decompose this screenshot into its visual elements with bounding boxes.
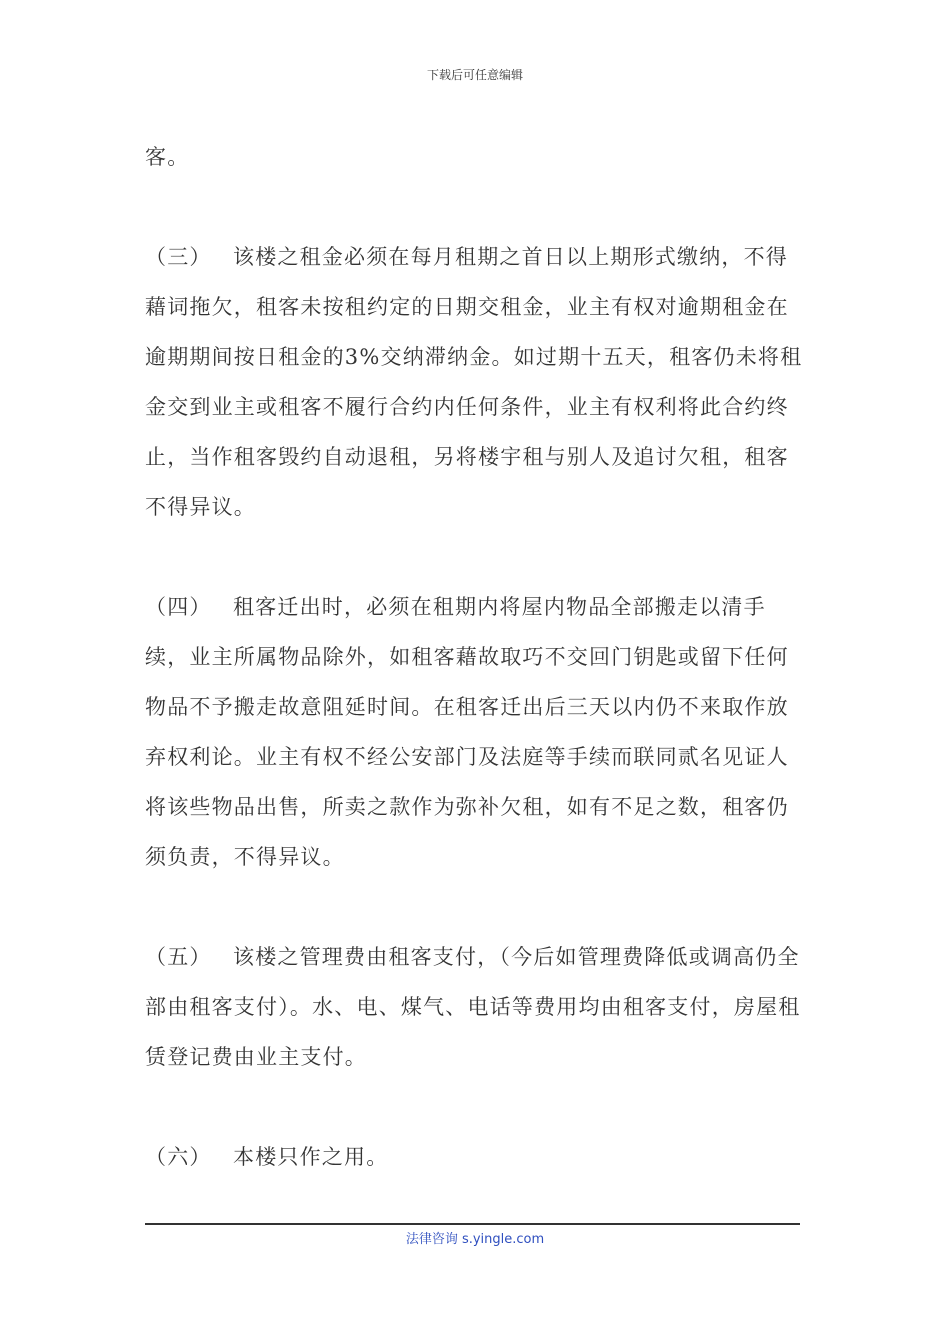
header-note: 下载后可任意编辑 <box>426 68 523 82</box>
clause-3-label: （三） <box>145 245 212 269</box>
paragraph-gap <box>145 182 805 232</box>
continuation-text: 客。 <box>145 145 190 169</box>
clause-5-text: 该楼之管理费由租客支付，（今后如管理费降低或调高仍全部由租客支付）。水、电、煤气、电话等费用均由租客支付，房屋租赁登记费由业主支付。 <box>145 945 801 1069</box>
clause-5-label: （五） <box>145 945 212 969</box>
clause-3-text: 该楼之租金必须在每月租期之首日以上期形式缴纳，不得藉词拖欠，租客未按租约定的日期交租金，业主有权对逾期租金在逾期期间按日租金的3%交纳滞纳金。如过期十五天，租客仍未将租金交到业主或租客不履行合约内任何条件，业主有权利将此合约终止，当作租客毁约自动退租，另将楼宇租与别人及追讨欠租，租客不得异议。 <box>145 245 803 519</box>
clause-6-label: （六） <box>145 1145 212 1169</box>
document-body <box>145 132 805 1182</box>
clause-3 <box>145 232 805 532</box>
footer-link[interactable]: 法律咨询 s.yingle.com <box>405 1232 545 1247</box>
clause-4 <box>145 582 805 882</box>
paragraph-gap <box>145 532 805 582</box>
clause-6-text: 本楼只作之用。 <box>233 1145 389 1169</box>
clause-5 <box>145 932 805 1082</box>
paragraph-gap <box>145 1082 805 1132</box>
footer-divider <box>145 1223 800 1225</box>
clause-4-label: （四） <box>145 595 212 619</box>
paragraph-gap <box>145 882 805 932</box>
clause-6 <box>145 1132 805 1182</box>
clause-4-text: 租客迁出时，必须在租期内将屋内物品全部搬走以清手续，业主所属物品除外，如租客藉故取巧不交回门钥匙或留下任何物品不予搬走故意阻延时间。在租客迁出后三天以内仍不来取作放弃权利论。业主有权不经公安部门及法庭等手续而联同贰名见证人将该些物品出售，所卖之款作为弥补欠租，如有不足之数，租客仍须负责，不得异议。 <box>145 595 789 869</box>
